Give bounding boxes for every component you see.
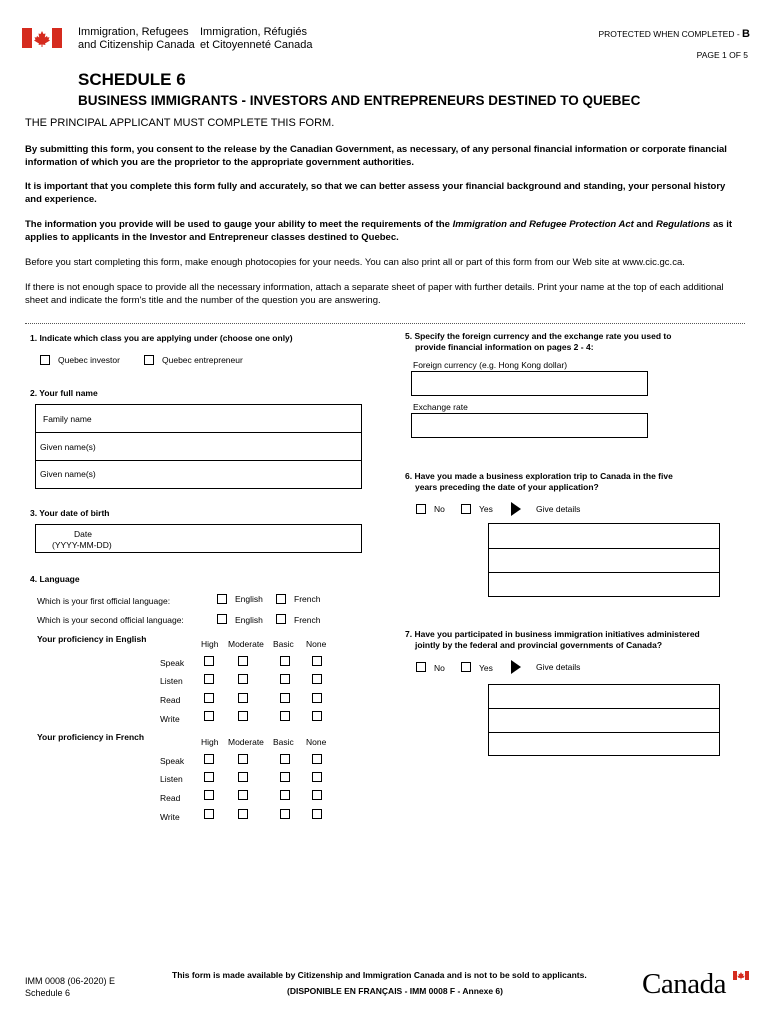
q6-label-line2: years preceding the date of your application?	[415, 482, 599, 492]
given-name-label-2: Given name(s)	[40, 469, 96, 479]
level-moderate-en: Moderate	[228, 639, 264, 649]
fr-read-basic[interactable]	[280, 790, 290, 800]
purpose-text-b: and	[633, 219, 656, 230]
family-name-label: Family name	[43, 414, 92, 424]
en-speak-basic[interactable]	[280, 656, 290, 666]
second-language-label: Which is your second official language:	[37, 615, 184, 625]
second-english-label: English	[235, 615, 263, 625]
dob-date-label: Date	[74, 529, 92, 539]
footer-notice: This form is made available by Citizenship and Immigration Canada and is not to be sold to applicants.	[172, 970, 587, 980]
first-language-label: Which is your first official language:	[37, 596, 171, 606]
extra-sheet-paragraph: If there is not enough space to provide all the necessary information, attach a separate sheet of paper with further details. Print your name at the top of each additional sheet and indicate the form's title and the number of the question you are answering.	[25, 282, 724, 306]
fr-speak-basic[interactable]	[280, 754, 290, 764]
q7-no-checkbox[interactable]	[416, 662, 426, 672]
section-divider	[25, 323, 745, 324]
dept-fr-line1: Immigration, Réfugiés	[200, 26, 307, 38]
q6-yes-checkbox[interactable]	[461, 504, 471, 514]
second-french-checkbox[interactable]	[276, 614, 286, 624]
arrow-right-icon	[511, 502, 521, 521]
protected-text: PROTECTED WHEN COMPLETED -	[598, 29, 743, 39]
q7-no-label: No	[434, 663, 445, 673]
purpose-text-c: as it applies to applicants in the Investor and Entrepreneur classes destined to Quebec.	[25, 219, 732, 243]
q7-yes-label: Yes	[479, 663, 493, 673]
en-write-high[interactable]	[204, 711, 214, 721]
canada-wordmark-text: Canada	[642, 968, 726, 1000]
given-name-label-1: Given name(s)	[40, 442, 96, 452]
quebec-entrepreneur-label: Quebec entrepreneur	[162, 355, 243, 365]
english-proficiency-label: Your proficiency in English	[37, 634, 147, 644]
skill-listen-fr: Listen	[160, 774, 183, 784]
purpose-act: Immigration and Refugee Protection Act	[452, 219, 634, 230]
purpose-regulations: Regulations	[655, 219, 711, 230]
dob-format-label: (YYYY-MM-DD)	[52, 540, 112, 550]
exchange-rate-label: Exchange rate	[413, 402, 468, 412]
footer-schedule: Schedule 6	[25, 988, 71, 998]
arrow-right-icon	[511, 660, 521, 679]
second-english-checkbox[interactable]	[217, 614, 227, 624]
department-name-en	[78, 26, 195, 52]
skill-read-en: Read	[160, 695, 181, 705]
q7-details-field-3[interactable]	[488, 732, 720, 756]
level-basic-fr: Basic	[273, 737, 294, 747]
skill-read-fr: Read	[160, 793, 181, 803]
q6-yes-label: Yes	[479, 504, 493, 514]
en-listen-none[interactable]	[312, 674, 322, 684]
q7-yes-checkbox[interactable]	[461, 662, 471, 672]
q7-details-label: Give details	[536, 662, 581, 672]
en-write-basic[interactable]	[280, 711, 290, 721]
fr-read-moderate[interactable]	[238, 790, 248, 800]
q3-label: 3. Your date of birth	[30, 508, 110, 518]
q6-no-checkbox[interactable]	[416, 504, 426, 514]
foreign-currency-label: Foreign currency (e.g. Hong Kong dollar)	[413, 360, 568, 370]
q6-details-label: Give details	[536, 504, 581, 514]
photocopy-paragraph: Before you start completing this form, make enough photocopies for your needs. You can also print all or part of this form from our Web site at www.cic.gc.ca.	[25, 257, 685, 268]
consent-paragraph: By submitting this form, you consent to the release by the Canadian Government, as necessary, of any personal financial information or corporate financial information of which you are the proprietor to the appropriate government authorities.	[25, 144, 727, 168]
level-high-en: High	[201, 639, 219, 649]
level-moderate-fr: Moderate	[228, 737, 264, 747]
q2-label: 2. Your full name	[30, 388, 98, 398]
first-english-label: English	[235, 594, 263, 604]
fr-listen-basic[interactable]	[280, 772, 290, 782]
q7-details-field-2[interactable]	[488, 708, 720, 733]
dept-en-line1: Immigration, Refugees	[78, 26, 189, 38]
en-read-moderate[interactable]	[238, 693, 248, 703]
french-proficiency-label: Your proficiency in French	[37, 732, 145, 742]
q6-no-label: No	[434, 504, 445, 514]
en-speak-none[interactable]	[312, 656, 322, 666]
fr-listen-high[interactable]	[204, 772, 214, 782]
level-none-fr: None	[306, 737, 327, 747]
en-read-basic[interactable]	[280, 693, 290, 703]
fr-write-high[interactable]	[204, 809, 214, 819]
en-speak-high[interactable]	[204, 656, 214, 666]
skill-speak-en: Speak	[160, 658, 185, 668]
fr-listen-moderate[interactable]	[238, 772, 248, 782]
q7-details-field-1[interactable]	[488, 684, 720, 709]
en-listen-high[interactable]	[204, 674, 214, 684]
protected-letter: B	[742, 28, 750, 40]
fr-write-basic[interactable]	[280, 809, 290, 819]
fr-speak-none[interactable]	[312, 754, 322, 764]
q6-label-line1: 6. Have you made a business exploration trip to Canada in the five	[405, 471, 673, 481]
q5-label-line2: provide financial information on pages 2 - 4:	[415, 342, 594, 352]
en-speak-moderate[interactable]	[238, 656, 248, 666]
first-french-label: French	[294, 594, 321, 604]
fr-write-moderate[interactable]	[238, 809, 248, 819]
quebec-investor-checkbox[interactable]	[40, 355, 50, 365]
en-write-moderate[interactable]	[238, 711, 248, 721]
fr-listen-none[interactable]	[312, 772, 322, 782]
quebec-entrepreneur-checkbox[interactable]	[144, 355, 154, 365]
fr-read-high[interactable]	[204, 790, 214, 800]
q5-label-line1: 5. Specify the foreign currency and the exchange rate you used to	[405, 331, 672, 341]
schedule-title: SCHEDULE 6	[78, 70, 186, 89]
q6-details-field-1[interactable]	[488, 523, 720, 549]
canada-flag-icon	[22, 28, 62, 48]
page-number: PAGE 1 OF 5	[696, 50, 748, 60]
q6-details-field-3[interactable]	[488, 572, 720, 597]
quebec-investor-label: Quebec investor	[58, 355, 120, 365]
q4-label: 4. Language	[30, 574, 80, 584]
dept-en-line2: and Citizenship Canada	[78, 39, 195, 51]
fr-speak-high[interactable]	[204, 754, 214, 764]
skill-write-en: Write	[160, 714, 180, 724]
en-listen-moderate[interactable]	[238, 674, 248, 684]
level-basic-en: Basic	[273, 639, 294, 649]
department-name-fr	[200, 26, 313, 52]
skill-speak-fr: Speak	[160, 756, 185, 766]
fr-speak-moderate[interactable]	[238, 754, 248, 764]
q7-label-line2: jointly by the federal and provincial governments of Canada?	[415, 640, 663, 650]
canada-wordmark	[642, 967, 752, 1001]
q7-label-line1: 7. Have you participated in business immigration initiatives administered	[405, 629, 700, 639]
fr-read-none[interactable]	[312, 790, 322, 800]
first-english-checkbox[interactable]	[217, 594, 227, 604]
en-read-none[interactable]	[312, 693, 322, 703]
fr-write-none[interactable]	[312, 809, 322, 819]
wordmark-flag-icon	[733, 971, 749, 980]
level-high-fr: High	[201, 737, 219, 747]
q6-details-field-2[interactable]	[488, 548, 720, 573]
exchange-rate-field[interactable]	[411, 413, 648, 438]
en-read-high[interactable]	[204, 693, 214, 703]
foreign-currency-field[interactable]	[411, 371, 648, 396]
footer-french-note: (DISPONIBLE EN FRANÇAIS - IMM 0008 F - Annexe 6)	[287, 986, 503, 996]
purpose-paragraph	[25, 218, 740, 244]
level-none-en: None	[306, 639, 327, 649]
dept-fr-line2: et Citoyenneté Canada	[200, 39, 313, 51]
skill-write-fr: Write	[160, 812, 180, 822]
form-code: IMM 0008 (06-2020) E	[25, 976, 116, 986]
en-listen-basic[interactable]	[280, 674, 290, 684]
protected-notice	[598, 28, 750, 40]
form-subtitle: BUSINESS IMMIGRANTS - INVESTORS AND ENTREPRENEURS DESTINED TO QUEBEC	[78, 93, 641, 108]
q1-label: 1. Indicate which class you are applying under (choose one only)	[30, 333, 293, 343]
second-french-label: French	[294, 615, 321, 625]
accuracy-paragraph: It is important that you complete this form fully and accurately, so that we can better assess your financial background and standing, your personal history and experience.	[25, 181, 726, 205]
skill-listen-en: Listen	[160, 676, 183, 686]
en-write-none[interactable]	[312, 711, 322, 721]
must-complete-note: THE PRINCIPAL APPLICANT MUST COMPLETE THIS FORM.	[25, 117, 335, 129]
first-french-checkbox[interactable]	[276, 594, 286, 604]
purpose-text-a: The information you provide will be used to gauge your ability to meet the requirements of the	[25, 219, 453, 230]
